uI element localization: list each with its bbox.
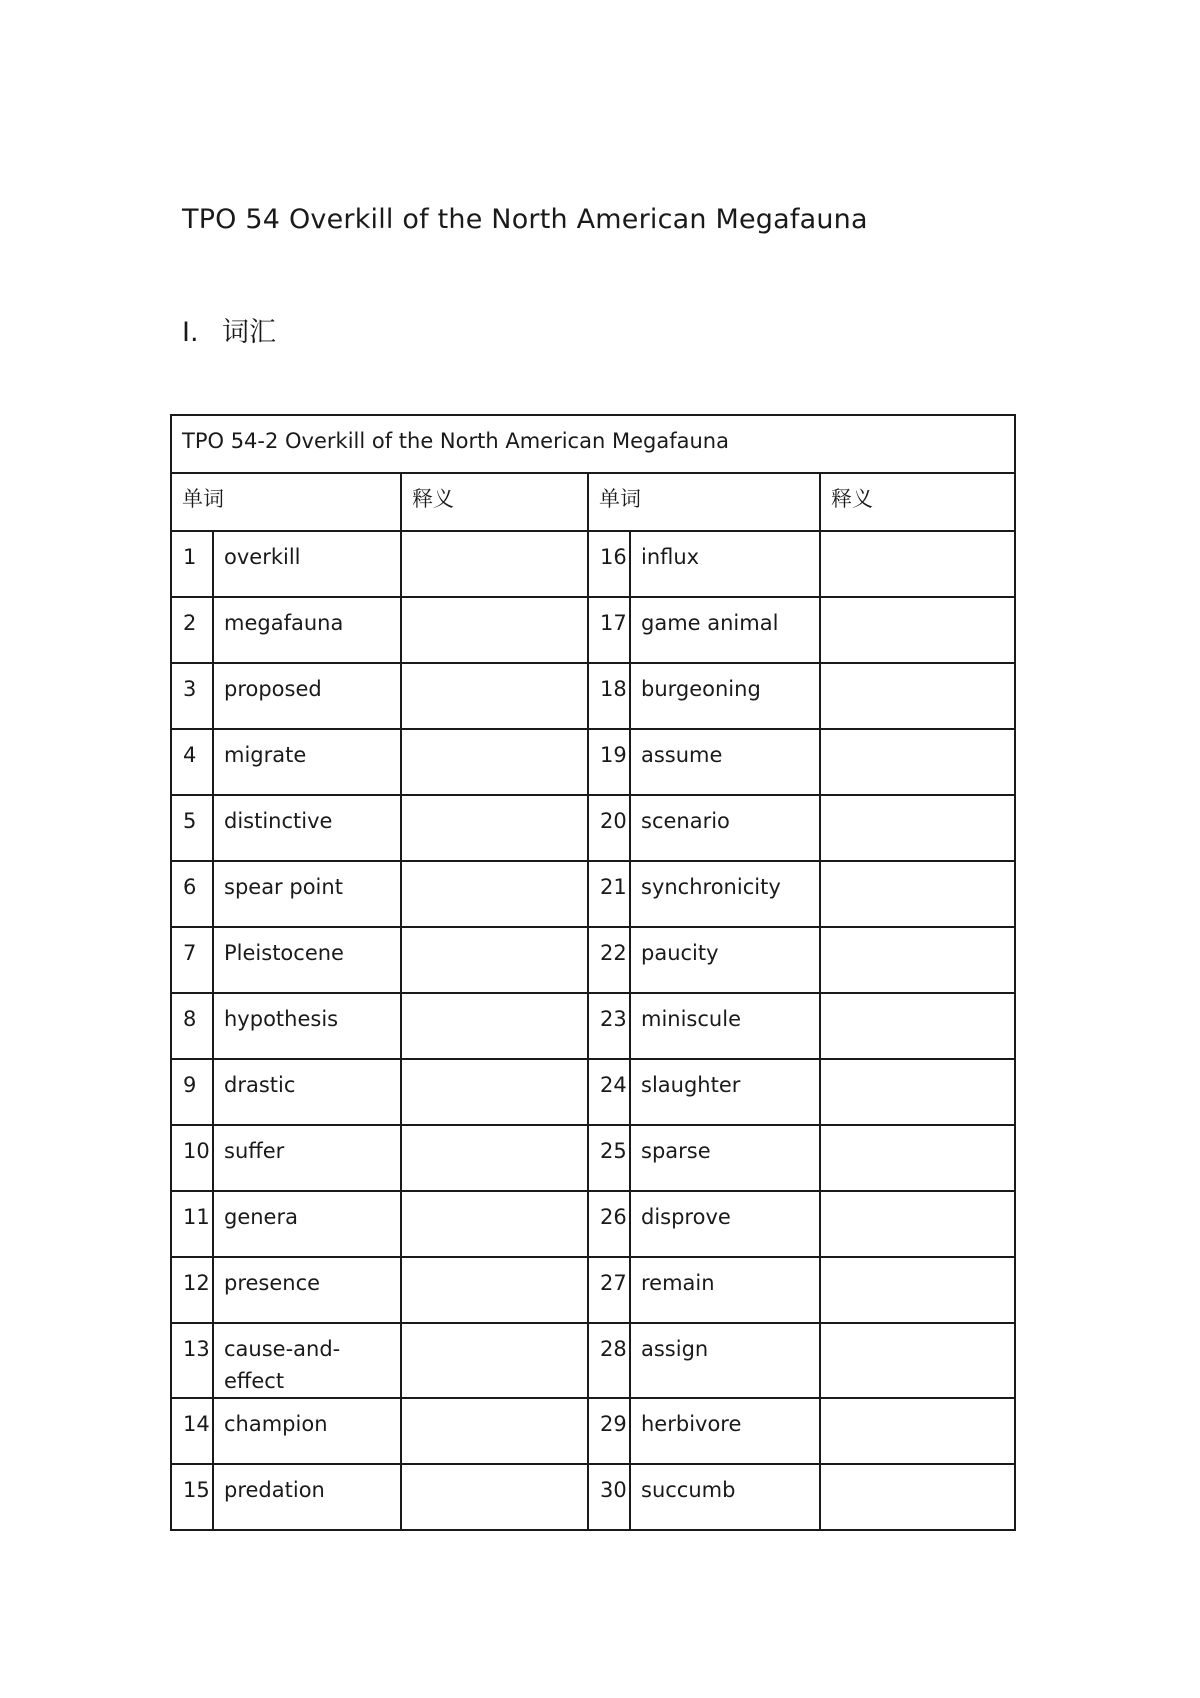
row-number-right: 21 <box>588 861 630 927</box>
vocab-word-left: presence <box>213 1257 401 1323</box>
table-row <box>171 1464 1015 1530</box>
row-number-left: 4 <box>171 729 213 795</box>
meaning-cell-left <box>401 1257 588 1323</box>
table-row <box>171 663 1015 729</box>
meaning-cell-right <box>820 795 1015 861</box>
vocab-word-left: predation <box>213 1464 401 1530</box>
meaning-cell-right <box>820 663 1015 729</box>
vocab-word-right: influx <box>630 531 820 597</box>
vocab-word-right: sparse <box>630 1125 820 1191</box>
vocab-word-right: herbivore <box>630 1398 820 1464</box>
vocab-word-right: assign <box>630 1323 820 1398</box>
meaning-cell-left <box>401 927 588 993</box>
meaning-cell-right <box>820 597 1015 663</box>
row-number-right: 29 <box>588 1398 630 1464</box>
table-row <box>171 1257 1015 1323</box>
vocab-word-left: genera <box>213 1191 401 1257</box>
row-number-right: 18 <box>588 663 630 729</box>
row-number-left: 15 <box>171 1464 213 1530</box>
vocab-word-left: distinctive <box>213 795 401 861</box>
table-caption-row <box>171 415 1015 473</box>
section-heading <box>182 313 276 353</box>
section-label: 词汇 <box>222 317 276 348</box>
vocab-word-left: cause-and-effect <box>213 1323 401 1398</box>
row-number-left: 1 <box>171 531 213 597</box>
meaning-cell-right <box>820 993 1015 1059</box>
row-number-left: 11 <box>171 1191 213 1257</box>
vocab-word-left: proposed <box>213 663 401 729</box>
meaning-cell-right <box>820 729 1015 795</box>
row-number-left: 9 <box>171 1059 213 1125</box>
row-number-left: 2 <box>171 597 213 663</box>
document-title: TPO 54 Overkill of the North American Megafauna <box>182 204 868 235</box>
row-number-right: 16 <box>588 531 630 597</box>
meaning-cell-right <box>820 1191 1015 1257</box>
table-caption: TPO 54-2 Overkill of the North American Megafauna <box>171 415 1015 473</box>
meaning-cell-right <box>820 927 1015 993</box>
header-meaning-left: 释义 <box>401 473 588 531</box>
table-row <box>171 861 1015 927</box>
row-number-right: 25 <box>588 1125 630 1191</box>
meaning-cell-left <box>401 729 588 795</box>
row-number-right: 28 <box>588 1323 630 1398</box>
table-row <box>171 795 1015 861</box>
table-row <box>171 597 1015 663</box>
row-number-left: 8 <box>171 993 213 1059</box>
meaning-cell-left <box>401 795 588 861</box>
vocab-word-right: synchronicity <box>630 861 820 927</box>
row-number-right: 26 <box>588 1191 630 1257</box>
table-header-row <box>171 473 1015 531</box>
table-row <box>171 927 1015 993</box>
meaning-cell-right <box>820 861 1015 927</box>
row-number-right: 23 <box>588 993 630 1059</box>
meaning-cell-right <box>820 1398 1015 1464</box>
meaning-cell-left <box>401 1191 588 1257</box>
meaning-cell-right <box>820 1059 1015 1125</box>
table-row <box>171 1059 1015 1125</box>
row-number-left: 12 <box>171 1257 213 1323</box>
meaning-cell-left <box>401 1398 588 1464</box>
row-number-left: 14 <box>171 1398 213 1464</box>
row-number-right: 27 <box>588 1257 630 1323</box>
meaning-cell-right <box>820 531 1015 597</box>
row-number-left: 10 <box>171 1125 213 1191</box>
meaning-cell-left <box>401 663 588 729</box>
row-number-left: 6 <box>171 861 213 927</box>
vocab-word-left: hypothesis <box>213 993 401 1059</box>
table-row <box>171 531 1015 597</box>
vocab-word-left: suffer <box>213 1125 401 1191</box>
vocab-word-left: spear point <box>213 861 401 927</box>
vocab-word-left: drastic <box>213 1059 401 1125</box>
meaning-cell-right <box>820 1125 1015 1191</box>
header-meaning-right: 释义 <box>820 473 1015 531</box>
meaning-cell-right <box>820 1257 1015 1323</box>
meaning-cell-left <box>401 993 588 1059</box>
table-row <box>171 1125 1015 1191</box>
vocab-word-left: migrate <box>213 729 401 795</box>
vocab-word-right: succumb <box>630 1464 820 1530</box>
meaning-cell-left <box>401 597 588 663</box>
meaning-cell-left <box>401 1464 588 1530</box>
header-word-left: 单词 <box>171 473 401 531</box>
table-row <box>171 729 1015 795</box>
row-number-left: 7 <box>171 927 213 993</box>
row-number-left: 13 <box>171 1323 213 1398</box>
meaning-cell-left <box>401 531 588 597</box>
vocab-word-right: miniscule <box>630 993 820 1059</box>
meaning-cell-left <box>401 1323 588 1398</box>
vocab-word-right: game animal <box>630 597 820 663</box>
vocab-word-left: champion <box>213 1398 401 1464</box>
vocab-word-left: Pleistocene <box>213 927 401 993</box>
vocab-word-right: scenario <box>630 795 820 861</box>
vocab-word-left: megafauna <box>213 597 401 663</box>
vocab-word-right: paucity <box>630 927 820 993</box>
table-row <box>171 1398 1015 1464</box>
section-number: I. <box>182 317 199 348</box>
meaning-cell-left <box>401 1059 588 1125</box>
meaning-cell-left <box>401 861 588 927</box>
vocabulary-table <box>170 414 1016 1531</box>
table-row <box>171 1191 1015 1257</box>
vocab-word-right: burgeoning <box>630 663 820 729</box>
row-number-right: 30 <box>588 1464 630 1530</box>
table-row <box>171 993 1015 1059</box>
row-number-right: 20 <box>588 795 630 861</box>
vocab-word-right: remain <box>630 1257 820 1323</box>
row-number-right: 24 <box>588 1059 630 1125</box>
vocab-word-right: disprove <box>630 1191 820 1257</box>
row-number-right: 22 <box>588 927 630 993</box>
vocab-word-right: slaughter <box>630 1059 820 1125</box>
row-number-right: 17 <box>588 597 630 663</box>
meaning-cell-right <box>820 1464 1015 1530</box>
vocab-word-right: assume <box>630 729 820 795</box>
row-number-left: 3 <box>171 663 213 729</box>
meaning-cell-left <box>401 1125 588 1191</box>
meaning-cell-right <box>820 1323 1015 1398</box>
row-number-left: 5 <box>171 795 213 861</box>
vocab-word-left: overkill <box>213 531 401 597</box>
table-row <box>171 1323 1015 1398</box>
header-word-right: 单词 <box>588 473 820 531</box>
row-number-right: 19 <box>588 729 630 795</box>
